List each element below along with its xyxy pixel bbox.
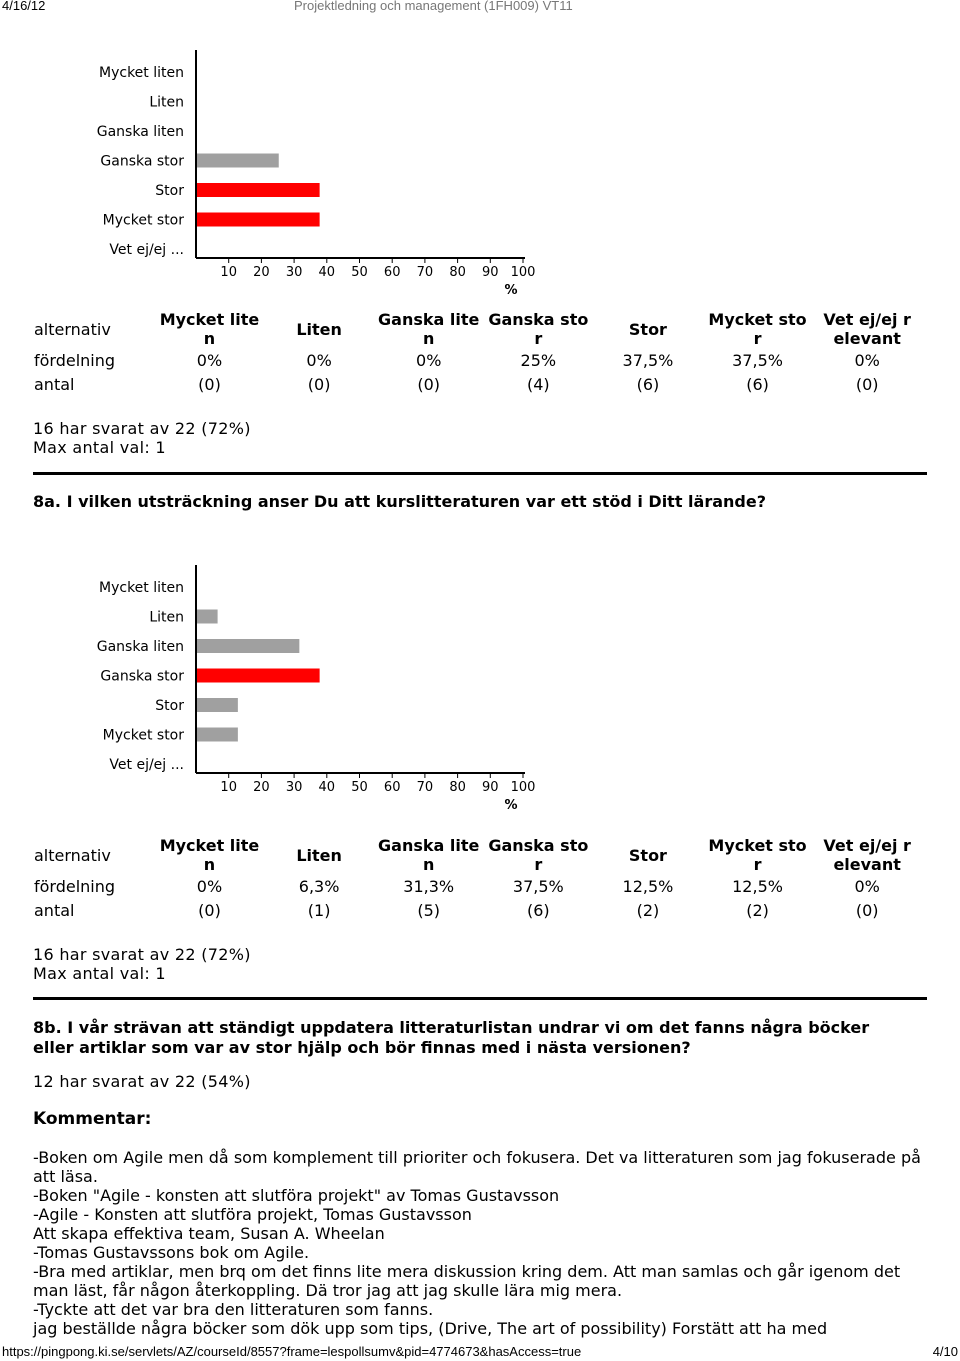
table-header-row [32,836,922,874]
x-axis-label: % [504,798,518,813]
table-cell: 0% [854,876,880,896]
bar [197,639,299,653]
table-cell: 0% [196,350,223,370]
column-header: Mycket sto r [708,310,807,348]
table-cell: antal [34,900,75,920]
x-tick-label: 70 [416,265,434,280]
x-tick-label: 10 [220,265,237,280]
x-tick-label: 80 [449,780,466,795]
table-row [32,348,922,372]
comment-item: -Tyckte att det var bra den litteraturen som fanns. [33,1300,434,1319]
table-cell: 12,5% [622,876,674,896]
table-cell: (5) [417,900,441,920]
comment-item: -Boken "Agile - konsten att slutföra projekt" av Tomas Gustavsson [33,1186,560,1205]
page-url: https://pingpong.ki.se/servlets/AZ/courseId/8557?frame=lespollsumv&pid=4774673&hasAccess=true [2,1344,582,1359]
print-date: 4/16/12 [2,0,46,13]
table-cell: (2) [746,900,769,920]
results-table-8a [32,836,922,922]
category-label: Ganska liten [96,639,184,655]
column-header: Vet ej/ej r elevant [823,836,911,874]
page-title: Projektledning och management (1FH009) VT11 [294,0,573,13]
max-choices: Max antal val: 1 [33,964,166,983]
table-cell: (2) [636,900,660,920]
comment-item: jag beställde några böcker som dök upp som tips, (Drive, The art of possibility) Forstätt att ha med [33,1319,828,1338]
x-tick-label: 20 [253,265,270,280]
table-cell: (0) [855,900,879,920]
x-tick-label: 40 [318,780,336,795]
column-header: alternativ [34,319,111,339]
category-label: Liten [149,94,184,111]
bar-chart-8a [80,565,560,827]
table-cell: 0% [196,876,223,896]
x-tick-label: 80 [449,265,466,280]
column-header: Mycket sto r [708,836,807,874]
category-label: Vet ej/ej ... [109,757,184,773]
category-label: Ganska stor [100,668,184,685]
category-label: Mycket liten [99,65,184,81]
column-header: Ganska lite n [378,310,480,348]
table-cell: 0% [306,350,332,370]
bar [197,669,320,683]
category-label: Ganska liten [96,124,184,140]
x-tick-label: 50 [351,780,368,795]
category-label: Ganska stor [100,153,184,170]
category-label: Stor [155,698,184,714]
column-header: Mycket lite n [159,310,260,348]
x-tick-label: 10 [220,780,237,795]
column-header: Liten [296,319,342,339]
x-tick-label: 100 [510,780,536,795]
page-number: 4/10 [932,1344,958,1359]
table-cell: 37,5% [622,350,674,370]
table-cell: fördelning [34,350,116,370]
category-label: Mycket stor [102,727,184,744]
table-cell: (0) [198,900,221,920]
column-header: Stor [628,845,667,865]
x-tick-label: 90 [482,780,499,795]
question-8a: 8a. I vilken utsträckning anser Du att kurslitteraturen var ett stöd i Ditt lärande? [33,492,766,511]
table-cell: (6) [526,900,550,920]
bar [197,610,218,624]
comment-item: -Tomas Gustavssons bok om Agile. [33,1243,310,1262]
table-cell: (0) [855,374,879,394]
table-cell: fördelning [34,876,116,896]
bar [197,728,238,742]
category-label: Mycket stor [102,212,184,229]
bar [197,213,320,227]
column-header: Ganska sto r [488,310,589,348]
section-divider [33,472,927,475]
column-header: Ganska sto r [488,836,589,874]
answered-count: 16 har svarat av 22 (72%) [33,419,251,438]
column-header: Stor [628,319,667,339]
table-cell: 0% [854,350,880,370]
question-8b: 8b. I vår strävan att ständigt uppdatera litteraturlistan undrar vi om det fanns några böcker eller artiklar som var av stor hjälp och bör finnas med i nästa versionen? [33,1018,870,1057]
x-tick-label: 90 [482,265,499,280]
bar [197,698,238,712]
comment-item: -Boken om Agile men då som komplement till prioriter och fokusera. Det va litteraturen som jag fokuserade på att läsa. [33,1148,921,1186]
column-header: alternativ [34,845,111,865]
page-header [0,0,960,14]
x-tick-label: 20 [253,780,270,795]
category-label: Mycket liten [99,580,184,596]
table-cell: 12,5% [732,876,783,896]
category-label: Liten [149,609,184,626]
column-header: Vet ej/ej r elevant [823,310,911,348]
category-label: Vet ej/ej ... [109,242,184,258]
table-cell: antal [34,374,75,394]
x-tick-label: 30 [285,780,303,795]
x-tick-label: 60 [383,780,401,795]
table-row [32,898,922,922]
table-cell: (6) [746,374,769,394]
results-table-7 [32,310,922,396]
x-tick-label: 100 [510,265,536,280]
table-cell: 25% [520,350,557,370]
category-label: Stor [155,183,184,199]
comment-item: Att skapa effektiva team, Susan A. Wheelan [33,1224,385,1243]
table-cell: 6,3% [298,876,340,896]
bar [197,154,279,168]
x-axis-label: % [504,283,518,298]
x-tick-label: 30 [285,265,303,280]
max-choices: Max antal val: 1 [33,438,166,457]
table-cell: 37,5% [512,876,564,896]
comment-item: -Agile - Konsten att slutföra projekt, Tomas Gustavsson [33,1205,472,1224]
column-header: Liten [296,845,342,865]
bar [197,183,320,197]
table-cell: 0% [416,350,442,370]
answered-count: 16 har svarat av 22 (72%) [33,945,251,964]
table-row [32,874,922,898]
column-header: Ganska lite n [378,836,480,874]
table-header-row [32,310,922,348]
x-tick-label: 40 [318,265,336,280]
comment-item: -Bra med artiklar, men brq om det finns lite mera diskussion kring dem. Att man samlas och går igenom det man läst, får någon återkoppling. Dä tror jag att jag skulle lära mig mera. [33,1262,901,1300]
table-cell: (0) [417,374,441,394]
table-cell: (6) [636,374,660,394]
table-cell: (0) [307,374,331,394]
table-row [32,372,922,396]
table-cell: (0) [198,374,221,394]
x-tick-label: 70 [416,780,434,795]
section-divider [33,997,927,1000]
table-cell: 31,3% [403,876,455,896]
x-tick-label: 50 [351,265,368,280]
answered-count: 12 har svarat av 22 (54%) [33,1072,251,1091]
table-cell: 37,5% [732,350,783,370]
comment-heading: Kommentar: [33,1109,152,1129]
table-cell: (1) [307,900,331,920]
comment-list [33,1148,923,1338]
bar-chart-7 [80,50,560,312]
table-cell: (4) [526,374,550,394]
column-header: Mycket lite n [159,836,260,874]
x-tick-label: 60 [383,265,401,280]
